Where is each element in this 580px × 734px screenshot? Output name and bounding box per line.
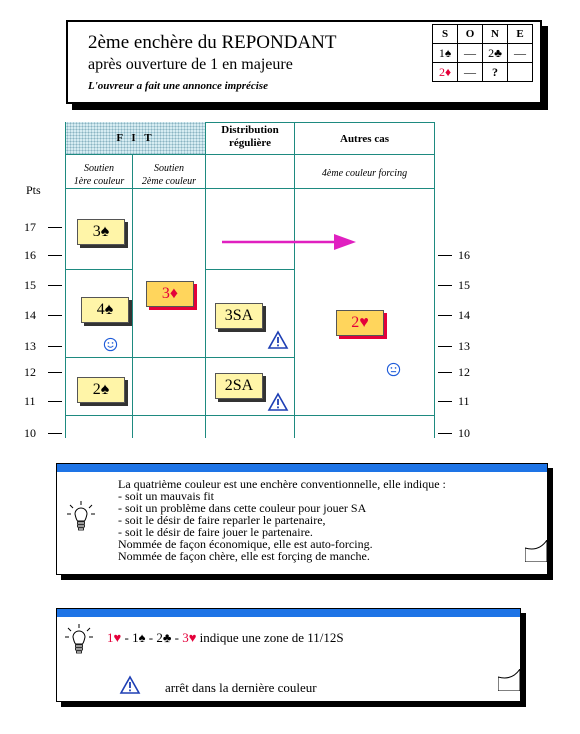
bid-cell: ? xyxy=(483,63,508,82)
bid-2-spades: 2♠ xyxy=(77,377,125,403)
scale-label: 12 xyxy=(24,365,36,379)
stop-label: arrêt dans la dernière couleur xyxy=(165,680,317,695)
warning-icon xyxy=(119,675,141,695)
tick xyxy=(438,433,452,434)
soutien-2-header: Soutien 2ème couleur xyxy=(141,163,197,187)
grid-line xyxy=(205,269,294,270)
bid-3sa: 3SA xyxy=(215,303,263,329)
grid-line xyxy=(205,122,206,438)
zone-note xyxy=(56,608,521,702)
scale-label: 15 xyxy=(24,278,36,292)
grid-line xyxy=(65,415,435,416)
bidding-sequence-table xyxy=(432,24,533,82)
seat-o: O xyxy=(458,25,483,44)
page-subtitle: après ouverture de 1 en majeure xyxy=(88,56,293,73)
warning-icon xyxy=(267,330,289,350)
page-title: 2ème enchère du REPONDANT xyxy=(88,32,337,53)
lightbulb-icon xyxy=(65,623,93,657)
bid-cell: 1♠ xyxy=(433,44,458,63)
page-curl-icon xyxy=(498,669,520,691)
seat-s: S xyxy=(433,25,458,44)
tick xyxy=(438,315,452,316)
seat-e: E xyxy=(508,25,533,44)
explanation-note xyxy=(56,463,548,575)
warning-icon xyxy=(267,392,289,412)
tick xyxy=(438,255,452,256)
grid-line xyxy=(205,122,435,123)
scale-label: 10 xyxy=(458,426,470,440)
tick xyxy=(48,372,62,373)
fit-header: F I T xyxy=(66,122,205,154)
smiley-icon xyxy=(103,337,118,352)
tick xyxy=(48,401,62,402)
note-header-bar xyxy=(57,609,520,617)
grid-line xyxy=(65,188,435,189)
bid-cell: 2♣ xyxy=(483,44,508,63)
tick xyxy=(438,372,452,373)
note-line: - soit le désir de faire jouer le partenaire. xyxy=(118,525,313,539)
scale-label: 12 xyxy=(458,365,470,379)
zone-sequence: 1♥ - 1♠ - 2♣ - 3♥ indique une zone de 11/12S xyxy=(107,630,344,645)
scale-label: 17 xyxy=(24,220,36,234)
note-line: La quatrième couleur est une enchère conventionnelle, elle indique : xyxy=(118,477,446,491)
grid-line xyxy=(65,269,132,270)
bid-2sa: 2SA xyxy=(215,373,263,399)
scale-label: 14 xyxy=(24,308,36,322)
scale-label: 11 xyxy=(24,394,36,408)
soutien-1-header: Soutien 1ère couleur xyxy=(73,163,125,187)
scale-label: 13 xyxy=(458,339,470,353)
grid-line xyxy=(65,357,294,358)
note-line: Nommée de façon économique, elle est auto-forcing. xyxy=(118,537,373,551)
grid-line xyxy=(65,154,435,155)
lightbulb-icon xyxy=(67,500,95,534)
scale-label: 16 xyxy=(24,248,36,262)
tick xyxy=(438,401,452,402)
scale-label: 14 xyxy=(458,308,470,322)
bid-3-spades: 3♠ xyxy=(77,219,125,245)
note-line: - soit un mauvais fit xyxy=(118,489,214,503)
bid-cell: — xyxy=(508,44,533,63)
bid-4-spades: 4♠ xyxy=(81,297,129,323)
tick xyxy=(438,346,452,347)
scale-label: 11 xyxy=(458,394,470,408)
bid-2-hearts: 2♥ xyxy=(336,310,384,336)
tick xyxy=(48,433,62,434)
bid-3-diamonds: 3♦ xyxy=(146,281,194,307)
bid-cell: — xyxy=(458,44,483,63)
forcing-sub-header: 4ème couleur forcing xyxy=(321,168,408,179)
other-cases-header: Autres cas xyxy=(340,133,389,145)
note-header-bar xyxy=(57,464,547,472)
page-curl-icon xyxy=(525,540,547,562)
pts-label: Pts xyxy=(26,183,41,197)
grid-line xyxy=(132,154,133,438)
scale-label: 13 xyxy=(24,339,36,353)
neutral-smiley-icon xyxy=(386,362,401,377)
scale-label: 16 xyxy=(458,248,470,262)
bid-cell: — xyxy=(458,63,483,82)
tick xyxy=(438,285,452,286)
tick xyxy=(48,255,62,256)
bid-cell: 2♦ xyxy=(433,63,458,82)
grid-line xyxy=(434,122,435,438)
note-line: - soit le désir de faire reparler le partenaire, xyxy=(118,513,326,527)
scale-label: 10 xyxy=(24,426,36,440)
note-line: Nommée de façon chère, elle est forçing de manche. xyxy=(118,549,370,563)
scale-label: 15 xyxy=(458,278,470,292)
tick xyxy=(48,315,62,316)
tick xyxy=(48,346,62,347)
seat-n: N xyxy=(483,25,508,44)
tick xyxy=(48,227,62,228)
header-note: L'ouvreur a fait une annonce imprécise xyxy=(88,80,268,92)
note-line: - soit un problème dans cette couleur pour jouer SA xyxy=(118,501,367,515)
tick xyxy=(48,285,62,286)
arrow-right-icon xyxy=(222,232,358,252)
bid-cell xyxy=(508,63,533,82)
distribution-header: Distribution régulière xyxy=(221,124,279,149)
